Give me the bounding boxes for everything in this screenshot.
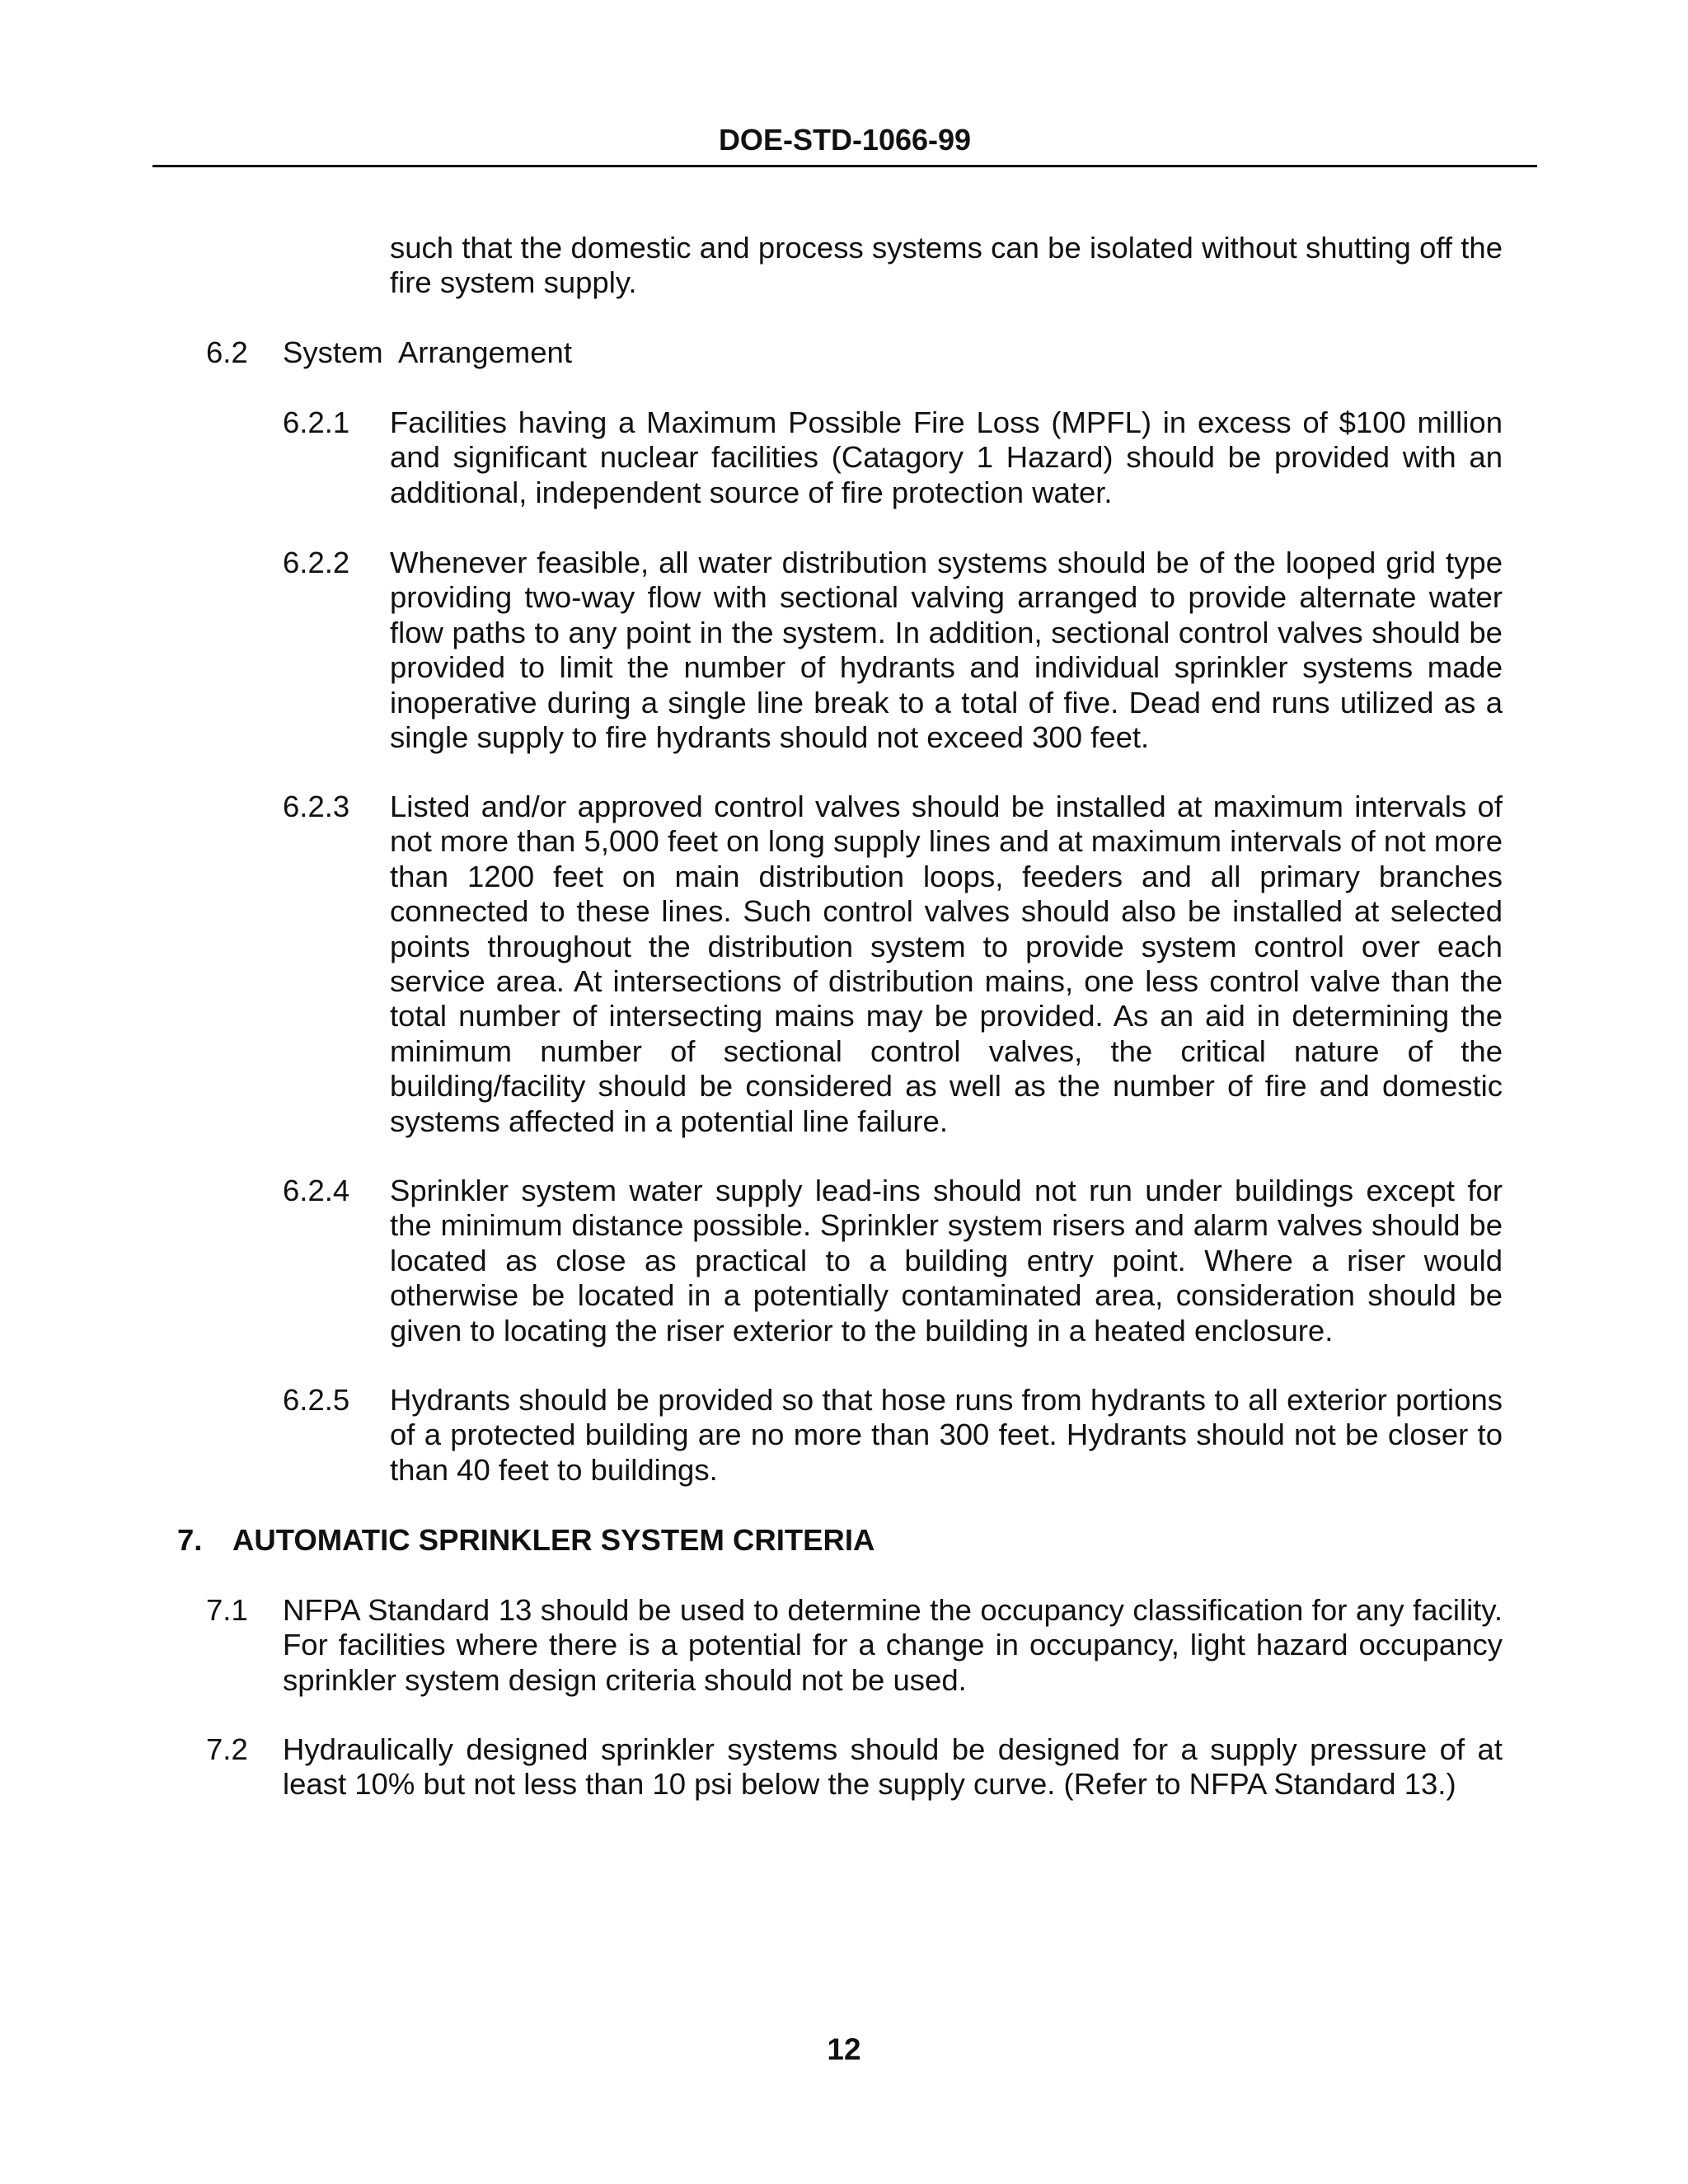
item-6-2-4-number: 6.2.4 (283, 1174, 350, 1207)
item-6-2-3-text: Listed and/or approved control valves should be installed at maximum intervals of not more than 5,000 feet on long supply lines and at maximum intervals of not more than 1200 feet on main distribution loops, feeders and all primary branches connected to these lines. Such control valves should also be installed at selected points throughout the distribution system to provide system control over each service area. At intersections of distribution mains, one less control valve than the total number of intersecting mains may be provided. As an aid in determining the minimum number of sectional control valves, the critical nature of the building/facility should be considered as well as the number of fire and domestic systems affected in a potential line failure. (390, 790, 1503, 1138)
section-7-number: 7. (177, 1523, 203, 1557)
section-6-2-number: 6.2 (206, 335, 248, 369)
item-6-2-5-text: Hydrants should be provided so that hose runs from hydrants to all exterior portions of a protected building are no more than 300 feet. Hydrants should not be closer to than 40 feet to buildings. (390, 1383, 1503, 1487)
item-6-2-5-number: 6.2.5 (283, 1383, 350, 1417)
document-header: DOE-STD-1066-99 (152, 115, 1537, 167)
page-number: 12 (827, 2032, 861, 2066)
section-6-2-title: System Arrangement (283, 335, 572, 369)
item-6-2-3-number: 6.2.3 (283, 790, 350, 823)
continuation-paragraph: such that the domestic and process systems can be isolated without shutting off the fire system supply. (390, 231, 1503, 300)
section-7-title: AUTOMATIC SPRINKLER SYSTEM CRITERIA (232, 1523, 875, 1557)
item-7-2-text: Hydraulically designed sprinkler systems should be designed for a supply pressure of at least 10% but not less than 10 psi below the supply curve. (Refer to NFPA Standard 13.) (283, 1732, 1503, 1802)
item-6-2-2-number: 6.2.2 (283, 546, 350, 579)
item-6-2-1-number: 6.2.1 (283, 405, 350, 439)
item-7-2-number: 7.2 (206, 1732, 248, 1766)
item-6-2-1-text: Facilities having a Maximum Possible Fire Loss (MPFL) in excess of $100 million and significant nuclear facilities (Catagory 1 Hazard) should be provided with an additional, independent source of fire protection water. (390, 405, 1503, 509)
item-7-1-text: NFPA Standard 13 should be used to determine the occupancy classification for any facility. For facilities where there is a potential for a change in occupancy, light hazard occupancy sprinkler system design criteria should not be used. (283, 1593, 1503, 1697)
item-7-1-number: 7.1 (206, 1593, 248, 1627)
item-6-2-2-text: Whenever feasible, all water distribution systems should be of the looped grid type providing two-way flow with sectional valving arranged to provide alternate water flow paths to any point in the system. In addition, sectional control valves should be provided to limit the number of hydrants and individual sprinkler systems made inoperative during a single line break to a total of five. Dead end runs utilized as a single supply to fire hydrants should not exceed 300 feet. (390, 546, 1503, 755)
item-6-2-4-text: Sprinkler system water supply lead-ins should not run under buildings except for the minimum distance possible. Sprinkler system risers and alarm valves should be located as close as practical to a building entry point. Where a riser would otherwise be located in a potentially contaminated area, consideration should be given to locating the riser exterior to the building in a heated enclosure. (390, 1174, 1503, 1347)
